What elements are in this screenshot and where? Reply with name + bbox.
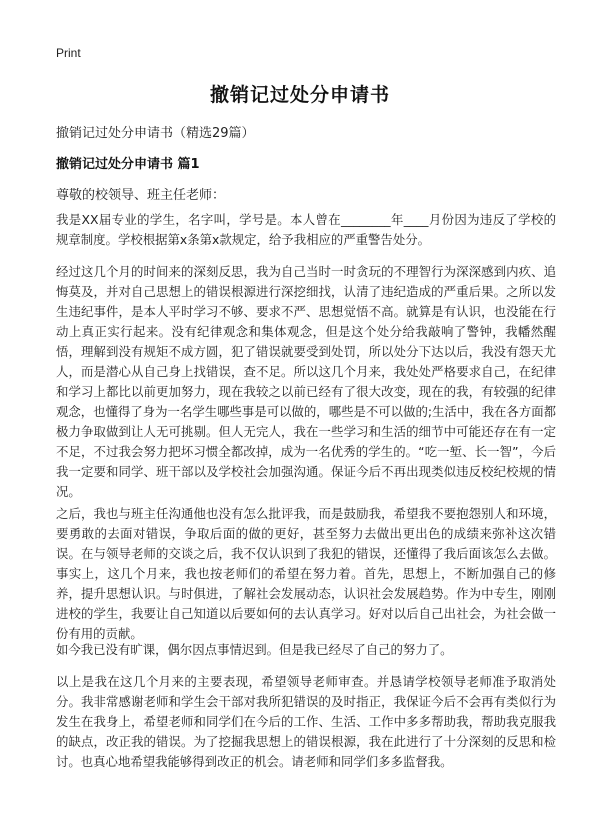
section-heading: 撤销记过处分申请书 篇1 <box>56 157 200 172</box>
paragraph-reflection: 经过这几个月的时间来的深刻反思，我为自己当时一时贪玩的不理智行为深深感到内疚、追悔莫及，并对自己思想上的错误根源进行深挖细找，认清了违纪造成的严重后果。之所以发生违纪事件，是本人平时学习不够、要求不严、思想觉悟不高。就算是有认识，也没能在行动上真正实行起来。没有纪律观念和集体观念，但是这个处分给我敲响了警钟，我幡然醒悟，理解到没有规矩不成方圆，犯了错误就要受到处罚，所以处分下达以后，我没有怨天尤人，而是潜心从自己身上找错误，查不足。所以这几个月来，我处处严格要求自己，在纪律和学习上都比以前更加努力，现在我较之以前已经有了很大改变，现在的我，有较强的纪律观念，也懂得了身为一名学生哪些事是可以做的，哪些是不可以做的;生活中，我在各方面都极力争取做到让人无可挑剔。但人无完人，我在一些学习和生活的细节中可能还存在有一定不足，不过我会努力把坏习惯全都改掉，成为一名优秀的学生的。“吃一堑、长一智”，今后我一定要和同学、班干部以及学校社会加强沟通。保证今后不再出现类似违反校纪校规的情况。 <box>56 264 556 499</box>
document-subtitle: 撤销记过处分申请书（精选29篇） <box>56 126 255 141</box>
document-title: 撤销记过处分申请书 <box>209 84 390 106</box>
print-link[interactable]: Print <box>56 46 81 60</box>
salutation: 尊敬的校领导、班主任老师： <box>56 188 226 203</box>
paragraph-attendance: 如今我已没有旷课，偶尔因点事情迟到。但是我已经尽了自己的努力了。 <box>56 642 453 657</box>
paragraph-teacher-talk: 之后，我也与班主任沟通他也没有怎么批评我，而是鼓励我，希望我不要抱怨别人和环境，要勇敢的去面对错误，争取后面的做的更好，甚至努力去做出更出色的成绩来弥补这次错误。在与领导老师的交谈之后，我不仅认识到了我犯的错误，还懂得了我后面该怎么去做。事实上，这几个月来，我也按老师们的希望在努力着。首先，思想上，不断加强自己的修养，提升思想认识。与时俱进，了解社会发展动态，认识社会发展趋势。作为中专生，刚刚进校的学生，我要让自己知道以后要如何的去认真学习。好对以后自己出社会，为社会做一份有用的贡献。 <box>56 506 556 641</box>
paragraph-closing: 以上是我在这几个月来的主要表现，希望领导老师审查。并恳请学校领导老师准予取消处分。我非常感谢老师和学生会干部对我所犯错误的及时指正，我保证今后不会再有类似行为发生在我身上，希望老师和同学们在今后的工作、生活、工作中多多帮助我，帮助我克服我的缺点，改正我的错误。为了挖掘我思想上的错误根源，我在此进行了十分深刻的反思和检讨。也真心地希望我能够得到改正的机会。请老师和同学们多多监督我。 <box>56 674 556 769</box>
paragraph-intro: 我是XX届专业的学生，名字叫，学号是。本人曾在________年____月份因为违反了学校的规章制度。学校根据第x条第x款规定，给予我相应的严重警告处分。 <box>56 212 556 247</box>
